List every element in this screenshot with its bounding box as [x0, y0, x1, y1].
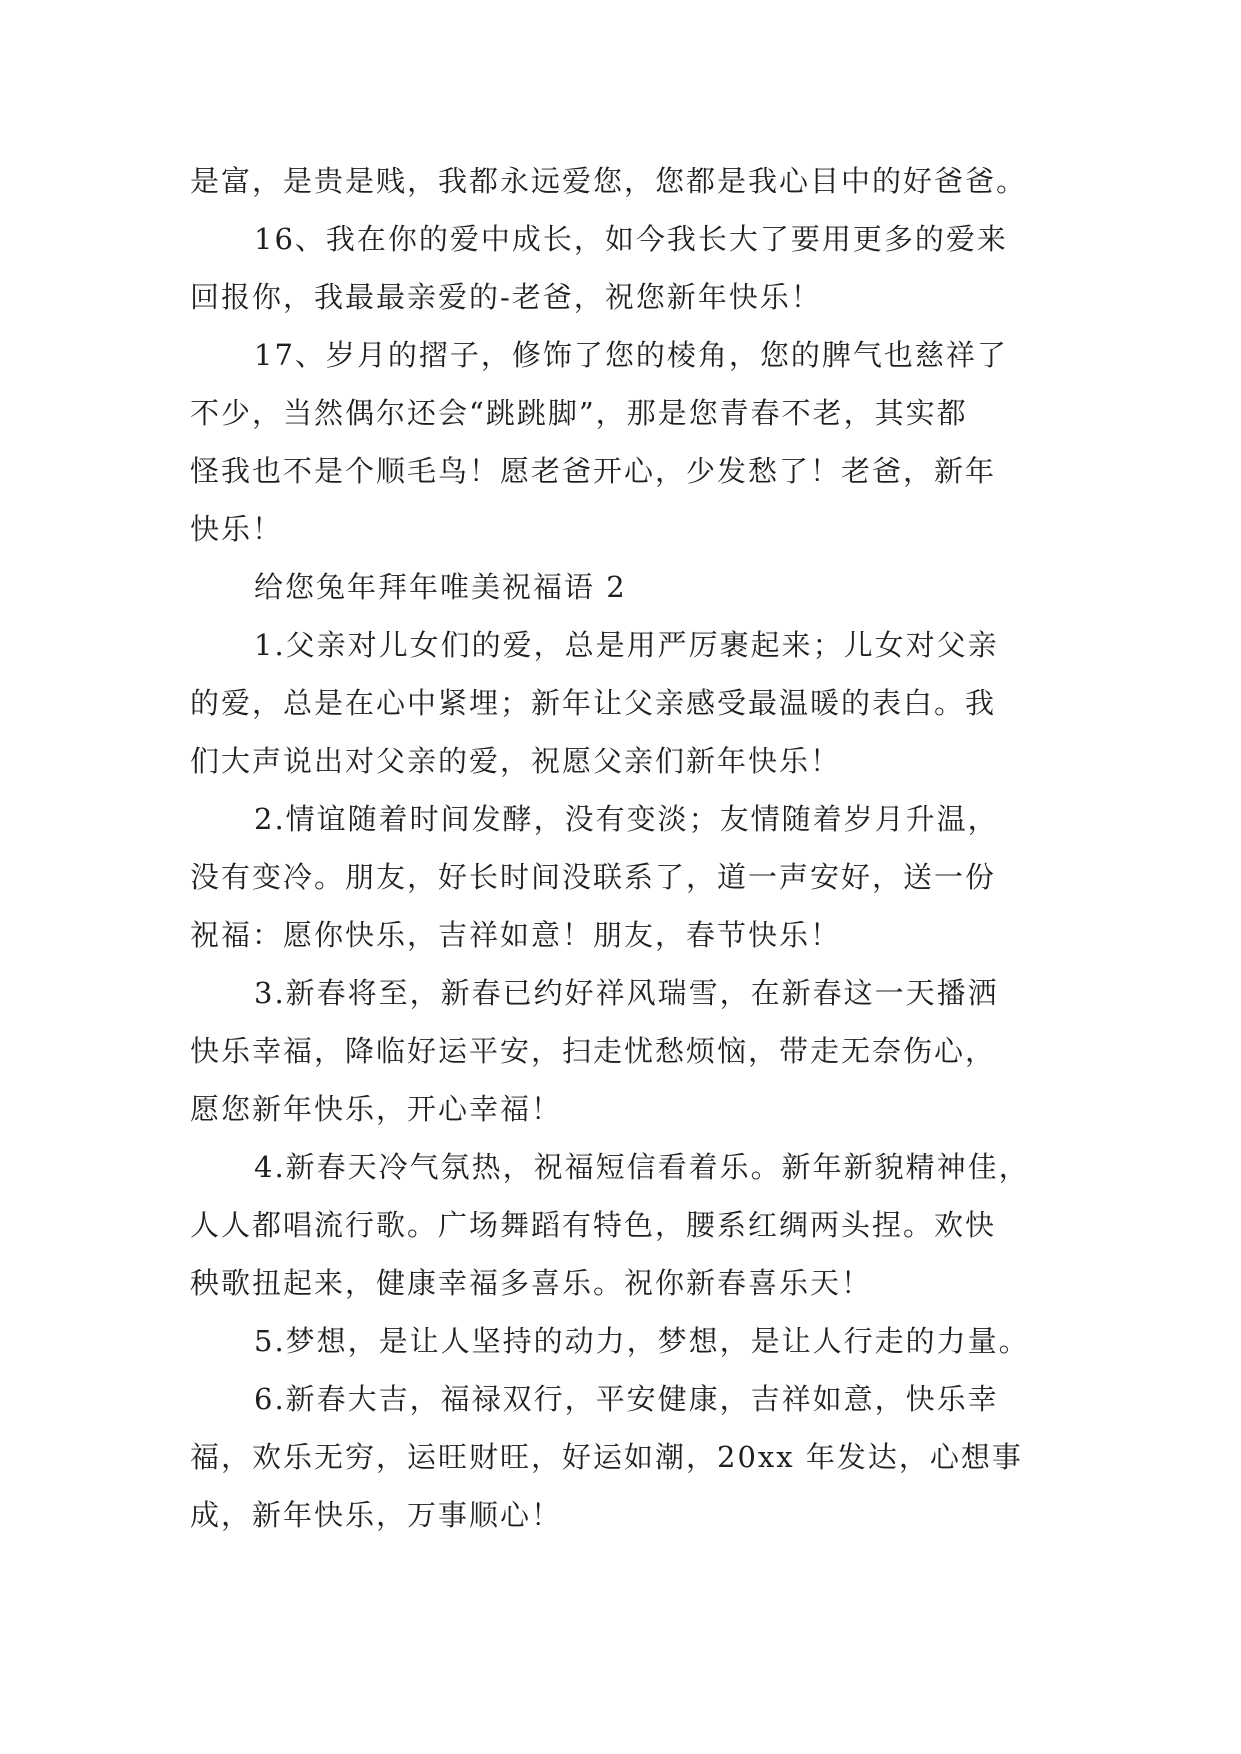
text-line: 的爱，总是在心中紧埋；新年让父亲感受最温暖的表白。我 [190, 686, 997, 720]
text-line: 是富，是贵是贱，我都永远爱您，您都是我心目中的好爸爸。 [190, 164, 1028, 198]
text-line: 16、我在你的爱中成长，如今我长大了要用更多的爱来 [254, 222, 1008, 256]
text-line: 没有变冷。朋友，好长时间没联系了，道一声安好，送一份 [190, 860, 997, 894]
text-line: 祝福：愿你快乐，吉祥如意！朋友，春节快乐！ [190, 918, 842, 952]
text-line: 17、岁月的摺子，修饰了您的棱角，您的脾气也慈祥了 [254, 338, 1008, 372]
text-line: 成，新年快乐，万事顺心！ [190, 1498, 563, 1532]
text-line: 们大声说出对父亲的爱，祝愿父亲们新年快乐！ [190, 744, 842, 778]
text-line: 愿您新年快乐，开心幸福！ [190, 1092, 563, 1126]
text-line: 2.情谊随着时间发酵，没有变淡；友情随着岁月升温， [254, 802, 999, 836]
text-line: 6.新春大吉，福禄双行，平安健康，吉祥如意，快乐幸 [254, 1382, 999, 1416]
text-line: 人人都唱流行歌。广场舞蹈有特色，腰系红绸两头捏。欢快 [190, 1208, 997, 1242]
text-line: 4.新春天冷气氛热，祝福短信看着乐。新年新貌精神佳， [254, 1150, 1030, 1184]
text-line: 1.父亲对儿女们的爱，总是用严厉裹起来；儿女对父亲 [254, 628, 999, 662]
text-line: 怪我也不是个顺毛鸟！愿老爸开心，少发愁了！老爸，新年 [190, 454, 997, 488]
text-line: 福，欢乐无穷，运旺财旺，好运如潮，20xx 年发达，心想事 [190, 1440, 1023, 1474]
section-heading: 给您兔年拜年唯美祝福语 2 [254, 570, 627, 604]
text-line: 不少，当然偶尔还会“跳跳脚”，那是您青春不老，其实都 [190, 396, 968, 430]
text-line: 快乐！ [190, 512, 284, 546]
document-body [190, 152, 1050, 1544]
text-line: 秧歌扭起来，健康幸福多喜乐。祝你新春喜乐天！ [190, 1266, 873, 1300]
text-line: 3.新春将至，新春已约好祥风瑞雪，在新春这一天播洒 [254, 976, 999, 1010]
text-line: 回报你，我最最亲爱的-老爸，祝您新年快乐！ [190, 280, 822, 314]
text-line: 5.梦想，是让人坚持的动力，梦想，是让人行走的力量。 [254, 1324, 1030, 1358]
text-line: 快乐幸福，降临好运平安，扫走忧愁烦恼，带走无奈伤心， [190, 1034, 997, 1068]
